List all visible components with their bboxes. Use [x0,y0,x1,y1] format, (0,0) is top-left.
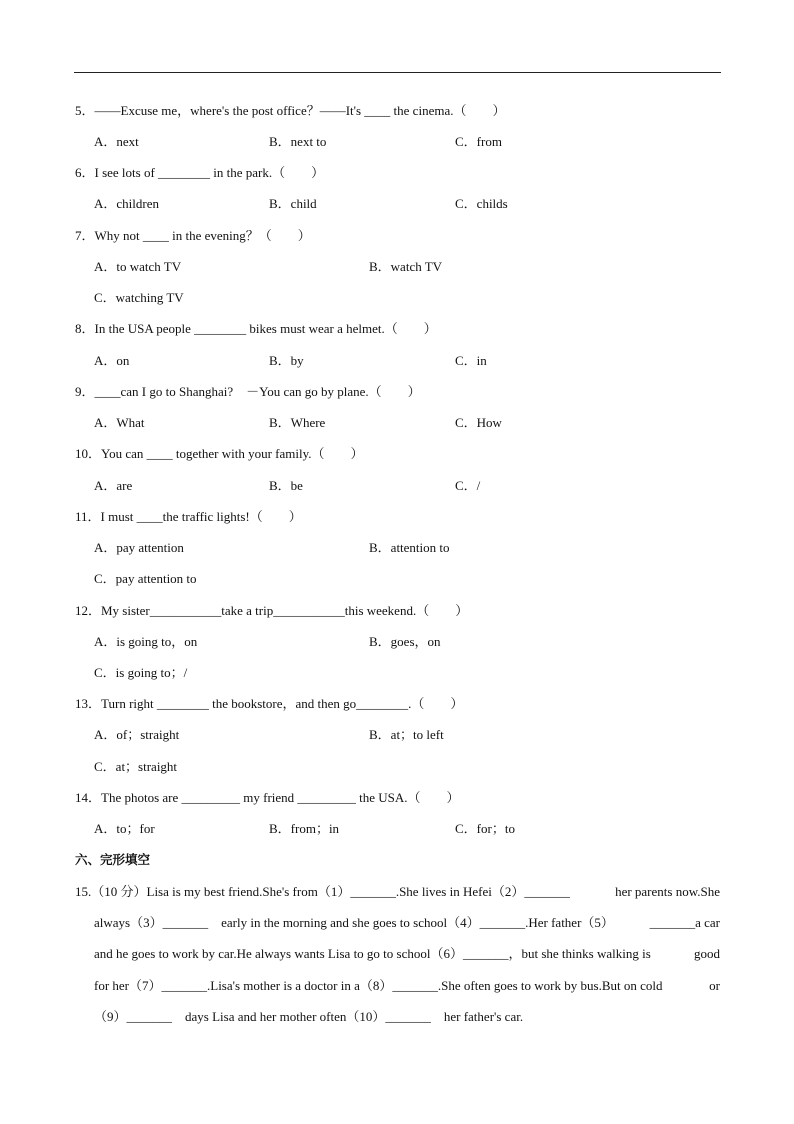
q13-option-b[interactable]: B．at；to left [369,727,444,742]
q7-option-c[interactable]: C．watching TV [94,290,184,305]
question-13: 13．Turn right ________ the bookstore，and then go________.（ ） [75,696,464,711]
q13-option-c[interactable]: C．at；straight [94,759,178,774]
question-12: 12．My sister___________take a trip___________this weekend.（ ） [75,603,469,618]
passage-line-4 [94,978,720,994]
q13-option-a[interactable]: A．of；straight [94,727,180,742]
passage-line-4-left: for her（7）_______.Lisa's mother is a doctor in a（8）_______.She often goes to work by bus.But on cold [94,978,663,993]
passage-line-1-left: 15.（10 分）Lisa is my best friend.She's from（1）_______.She lives in Hefei（2）_______ [75,884,570,899]
q5-option-c[interactable]: C．from [455,134,502,149]
q6-option-c[interactable]: C．childs [455,196,508,211]
passage-line-2 [94,915,720,931]
q14-option-b[interactable]: B．from；in [269,821,340,836]
q6-option-b[interactable]: B．child [269,196,317,211]
q10-option-c[interactable]: C．/ [455,478,481,493]
q14-option-a[interactable]: A．to；for [94,821,155,836]
q11-option-c[interactable]: C．pay attention to [94,571,197,586]
question-5: 5．——Excuse me，where's the post office？——It's ____ the cinema.（ ） [75,103,506,118]
header-rule [74,72,721,73]
q12-option-b[interactable]: B．goes，on [369,634,441,649]
q10-option-b[interactable]: B．be [269,478,303,493]
q7-option-a[interactable]: A．to watch TV [94,259,182,274]
q5-option-a[interactable]: A．next [94,134,139,149]
passage-line-3-right: good [694,946,720,961]
passage-line-1 [75,884,720,900]
q11-option-b[interactable]: B．attention to [369,540,450,555]
question-14: 14．The photos are _________ my friend _________ the USA.（ ） [75,790,460,805]
passage-line-3 [94,946,720,962]
question-8: 8．In the USA people ________ bikes must wear a helmet.（ ） [75,321,437,336]
q6-option-a[interactable]: A．children [94,196,159,211]
passage-line-3-left: and he goes to work by car.He always wants Lisa to go to school（6）_______，but she thinks walking is [94,946,651,961]
q12-option-a[interactable]: A．is going to，on [94,634,198,649]
question-10: 10．You can ____ together with your family.（ ） [75,446,364,461]
question-7: 7．Why not ____ in the evening？（ ） [75,228,311,243]
question-6: 6．I see lots of ________ in the park.（ ） [75,165,325,180]
q8-option-b[interactable]: B．by [269,353,304,368]
q8-option-a[interactable]: A．on [94,353,130,368]
q7-option-b[interactable]: B．watch TV [369,259,443,274]
question-9: 9．____can I go to Shanghai? －You can go by plane.（ ） [75,384,421,399]
q11-option-a[interactable]: A．pay attention [94,540,184,555]
section-title: 六、完形填空 [75,852,151,867]
passage-line-2-left: always（3）_______ early in the morning and she goes to school（4）_______.Her father（5） [94,915,614,930]
q12-option-c[interactable]: C．is going to；/ [94,665,188,680]
passage-line-2-right: _______a car [649,915,720,930]
q8-option-c[interactable]: C．in [455,353,487,368]
passage-line-5: （9）_______ days Lisa and her mother often（10）_______ her father's car. [94,1009,524,1024]
q14-option-c[interactable]: C．for；to [455,821,515,836]
passage-line-1-right: her parents now.She [615,884,720,899]
q10-option-a[interactable]: A．are [94,478,133,493]
q9-option-b[interactable]: B．Where [269,415,326,430]
q9-option-c[interactable]: C．How [455,415,502,430]
passage-line-4-right: or [709,978,720,993]
q5-option-b[interactable]: B．next to [269,134,327,149]
question-11: 11．I must ____the traffic lights!（ ） [75,509,302,524]
q9-option-a[interactable]: A．What [94,415,145,430]
